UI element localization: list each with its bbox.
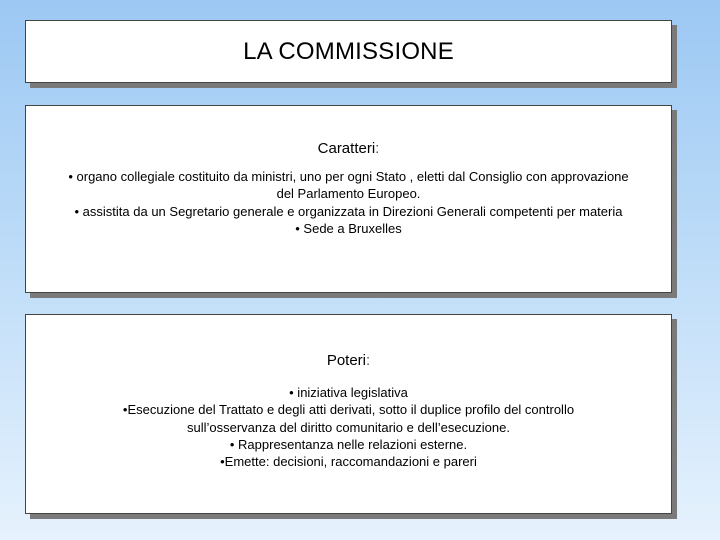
poteri-line: • iniziativa legislativa [289,385,408,400]
caratteri-line: • organo collegiale costituito da ministri, uno per ogni Stato , eletti dal Consiglio con approvazione [68,169,629,184]
caratteri-heading-text: Caratteri [317,140,376,157]
page-title: LA COMMISSIONE [243,37,454,65]
caratteri-heading-colon: : [375,140,380,157]
caratteri-line: • assistita da un Segretario generale e organizzata in Direzioni Generali competenti per materia [74,203,623,219]
poteri-line: • Rappresentanza nelle relazioni esterne. [229,436,468,452]
caratteri-line: del Parlamento Europeo. [276,186,421,202]
poteri-line: sull’osservanza del diritto comunitario e dell’esecuzione. [186,419,510,435]
poteri-line: •Esecuzione del Trattato e degli atti derivati, sotto il duplice profilo del controllo [122,402,575,418]
poteri-list [26,384,671,470]
poteri-box [25,314,672,514]
caratteri-box [25,105,672,293]
caratteri-line: • Sede a Bruxelles [295,220,402,236]
caratteri-heading [26,106,671,157]
title-box [25,20,672,83]
poteri-heading-colon: : [366,352,371,369]
caratteri-list [26,168,671,237]
poteri-line: •Emette: decisioni, raccomandazioni e pareri [220,454,477,470]
poteri-heading-text: Poteri [326,352,366,369]
poteri-heading [26,315,671,369]
